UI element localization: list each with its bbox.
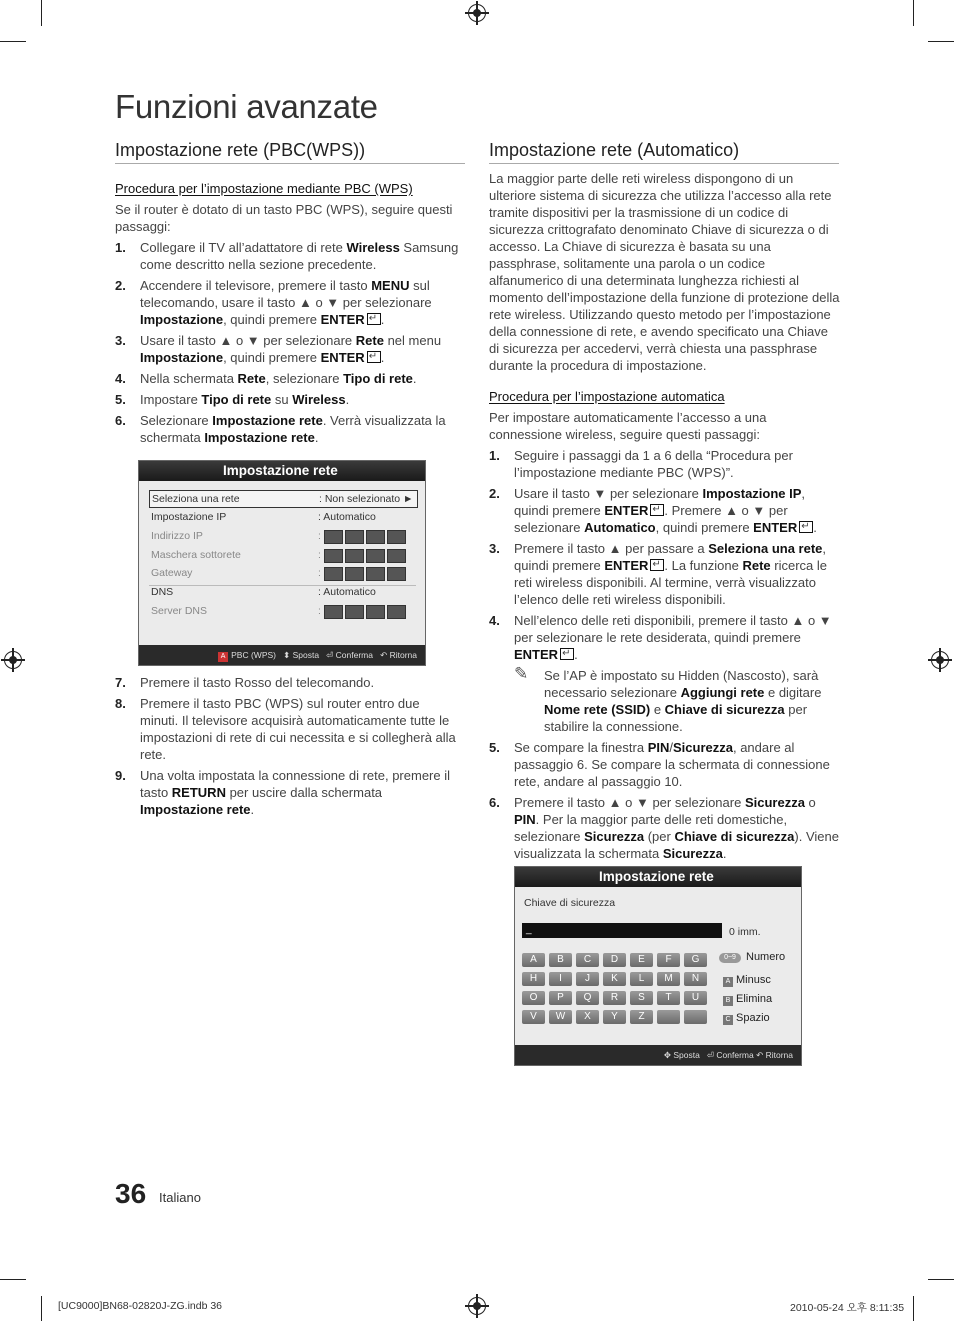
keyboard-key[interactable]: M bbox=[657, 972, 680, 986]
registration-mark-icon bbox=[4, 651, 22, 669]
keyboard-key[interactable]: Z bbox=[630, 1010, 653, 1024]
octet-field bbox=[324, 605, 343, 619]
step-text: Premere il tasto ▲ per passare a Seleziona una rete, quindi premere ENTER↵ . La funzione Rete ricerca le reti wireless disponibili. Al termine, verrà visualizzato l’elenco delle reti wireless disponibili. bbox=[514, 541, 827, 607]
step-text: Premere il tasto ▲ o ▼ per selezionare Sicurezza o PIN. Per la maggior parte delle reti domestiche, selezionare Sicurezza (per Chiave di sicurezza). Viene visualizzata la schermata Sicurezza. bbox=[514, 795, 839, 861]
keyboard-key[interactable]: C bbox=[576, 953, 599, 967]
octet-field bbox=[387, 530, 406, 544]
step-number: 4. bbox=[115, 371, 126, 386]
octet-field bbox=[387, 549, 406, 563]
note bbox=[514, 664, 841, 735]
crop-mark bbox=[928, 1279, 954, 1280]
input-cursor: _ bbox=[526, 924, 532, 935]
auto-intro-text: La maggior parte delle reti wireless dispongono di un ulteriore sistema di sicurezza che utilizza l’accesso alla rete tramite dispositivi per la trasmissione di un codice di sicurezza crittografato denominato Chiave di sicurezza o di accesso. La Chiave di sicurezza è basata su una passphrase, solitamente una parola o un codice alfanumerico di una determinata lunghezza richiesti al momento dell’impostazione della funzione di protezione della rete wireless. Utilizzando questo metodo per l’impostazione della connessione di rete, e avendo specificato una Chiave di sicurezza per accedervi, verrà chiesta una passphrase durante la procedura di impostazione. bbox=[489, 171, 840, 373]
color-key-icon: 0~9 bbox=[719, 953, 741, 963]
step-item bbox=[489, 612, 841, 663]
step-item bbox=[115, 391, 460, 408]
setting-row[interactable] bbox=[149, 509, 416, 525]
footer-move: Sposta bbox=[292, 650, 320, 660]
divider bbox=[149, 585, 416, 586]
legend-item bbox=[723, 1012, 770, 1025]
keyboard-key[interactable] bbox=[684, 1010, 707, 1024]
keyboard-key[interactable]: Y bbox=[603, 1010, 626, 1024]
setting-value: : bbox=[318, 549, 321, 561]
steps-list bbox=[489, 447, 841, 663]
steps-list bbox=[115, 239, 460, 446]
move-icon: ✥ bbox=[663, 1050, 671, 1060]
step-number: 3. bbox=[489, 541, 500, 556]
footer-move: Sposta bbox=[673, 1050, 700, 1060]
step-item bbox=[489, 794, 841, 862]
step-number: 2. bbox=[489, 486, 500, 501]
step-item bbox=[115, 239, 460, 273]
keyboard-key[interactable]: W bbox=[549, 1010, 572, 1024]
left-column-text-2 bbox=[115, 670, 460, 818]
setting-label: Impostazione IP bbox=[151, 511, 227, 523]
keyboard-key[interactable]: B bbox=[549, 953, 572, 967]
enter-icon: ⏎ bbox=[706, 1050, 715, 1060]
step-text: Nell’elenco delle reti disponibili, premere il tasto ▲ o ▼ per selezionare le rete desiderata, quindi premere ENTER↵ . bbox=[514, 613, 832, 662]
setting-label: Maschera sottorete bbox=[151, 549, 241, 561]
octet-field bbox=[324, 530, 343, 544]
step-text: Usare il tasto ▼ per selezionare Impostazione IP, quindi premere ENTER↵ . Premere ▲ o ▼ per selezionare Automatico, quindi premere ENTER↵ . bbox=[514, 486, 817, 535]
setting-value: : Automatico bbox=[318, 586, 376, 598]
step-number: 5. bbox=[489, 740, 500, 755]
keyboard-key[interactable]: K bbox=[603, 972, 626, 986]
section-heading-auto: Impostazione rete (Automatico) bbox=[489, 140, 740, 160]
crop-mark bbox=[41, 0, 42, 26]
return-icon: ↶ bbox=[756, 1050, 764, 1060]
legend-item bbox=[723, 993, 772, 1006]
setting-value: : bbox=[318, 605, 321, 617]
footer-back: Ritorna bbox=[765, 1050, 793, 1060]
color-key-icon: A bbox=[723, 977, 733, 987]
keyboard-key[interactable]: O bbox=[522, 991, 545, 1005]
keyboard-key[interactable]: H bbox=[522, 972, 545, 986]
footer-pbc: PBC (WPS) bbox=[231, 650, 277, 660]
footer-confirm: Conferma bbox=[335, 650, 373, 660]
keyboard-key[interactable]: A bbox=[522, 953, 545, 967]
crop-mark bbox=[913, 1296, 914, 1321]
setting-label: DNS bbox=[151, 586, 174, 598]
page-language: Italiano bbox=[159, 1190, 201, 1205]
octet-field bbox=[366, 530, 385, 544]
step-number: 6. bbox=[115, 413, 126, 428]
updown-icon: ⬍ bbox=[283, 650, 291, 660]
footer-confirm: Conferma bbox=[716, 1050, 754, 1060]
screen-title: Impostazione rete bbox=[139, 461, 425, 481]
enter-icon: ⏎ bbox=[326, 650, 334, 660]
octet-field bbox=[345, 605, 364, 619]
step-item bbox=[115, 370, 460, 387]
step-number: 2. bbox=[115, 278, 126, 293]
octet-field bbox=[366, 567, 385, 581]
crop-mark bbox=[41, 1296, 42, 1321]
keyboard-key[interactable]: X bbox=[576, 1010, 599, 1024]
keyboard-key[interactable]: P bbox=[549, 991, 572, 1005]
setting-label: Gateway bbox=[151, 567, 193, 579]
keyboard-key[interactable]: N bbox=[684, 972, 707, 986]
step-text: Accendere il televisore, premere il tasto MENU sul telecomando, usare il tasto ▲ o ▼ per selezionare Impostazione, quindi premere ENTER↵ . bbox=[140, 278, 432, 327]
step-number: 1. bbox=[489, 448, 500, 463]
registration-mark-icon bbox=[468, 1297, 486, 1315]
right-column-text bbox=[489, 170, 841, 862]
legend-item bbox=[719, 951, 785, 963]
setting-row bbox=[149, 528, 416, 544]
step-number: 7. bbox=[115, 675, 126, 690]
octet-field bbox=[387, 567, 406, 581]
step-item bbox=[489, 739, 841, 790]
step-text: Impostare Tipo di rete su Wireless. bbox=[140, 392, 350, 407]
keyboard-key[interactable]: S bbox=[630, 991, 653, 1005]
steps-list-2 bbox=[115, 674, 460, 818]
setting-label: Indirizzo IP bbox=[151, 530, 203, 542]
crop-mark bbox=[0, 1279, 26, 1280]
setting-row bbox=[149, 547, 416, 563]
octet-field bbox=[345, 549, 364, 563]
step-number: 9. bbox=[115, 768, 126, 783]
setting-value: : Non selezionato ► bbox=[319, 493, 414, 505]
step-text: Usare il tasto ▲ o ▼ per selezionare Rete nel menu Impostazione, quindi premere ENTER↵ . bbox=[140, 333, 441, 365]
color-key-icon: B bbox=[723, 996, 733, 1006]
octet-field bbox=[324, 567, 343, 581]
setting-label: Seleziona una rete bbox=[152, 493, 240, 505]
keyboard-key[interactable]: D bbox=[603, 953, 626, 967]
screen-footer bbox=[139, 645, 425, 665]
step-item bbox=[489, 447, 841, 481]
setting-value: : Automatico bbox=[318, 511, 376, 523]
keyboard-key[interactable]: G bbox=[684, 953, 707, 967]
note-text: Se l’AP è impostato su Hidden (Nascosto), sarà necessario selezionare Aggiungi rete e digitare Nome rete (SSID) e Chiave di sicurezza per stabilire la connessione. bbox=[544, 668, 822, 734]
step-number: 6. bbox=[489, 795, 500, 810]
step-text: Se compare la finestra PIN/Sicurezza, andare al passaggio 6. Se compare la schermata di connessione rete, andare al passaggio 10. bbox=[514, 740, 830, 789]
keyboard-key[interactable]: L bbox=[630, 972, 653, 986]
step-text: Nella schermata Rete, selezionare Tipo di rete. bbox=[140, 371, 417, 386]
page-title: Funzioni avanzate bbox=[115, 88, 378, 125]
keyboard-key[interactable] bbox=[657, 1010, 680, 1024]
step-number: 5. bbox=[115, 392, 126, 407]
subheading-pbc: Procedura per l’impostazione mediante PBC (WPS) bbox=[115, 181, 413, 196]
step-text: Selezionare Impostazione rete. Verrà visualizzata la schermata Impostazione rete. bbox=[140, 413, 446, 445]
steps-list-2 bbox=[489, 739, 841, 862]
crop-mark bbox=[0, 41, 26, 42]
return-icon: ↶ bbox=[380, 650, 388, 660]
crop-mark bbox=[913, 0, 914, 26]
step-item bbox=[115, 412, 460, 446]
setting-row bbox=[149, 565, 416, 581]
step-text: Premere il tasto Rosso del telecomando. bbox=[140, 675, 375, 690]
keyboard-key[interactable]: V bbox=[522, 1010, 545, 1024]
heading-rule bbox=[489, 163, 839, 164]
octet-field bbox=[387, 605, 406, 619]
setting-row[interactable] bbox=[149, 490, 418, 508]
auto-intro-2: Per impostare automaticamente l’accesso a una connessione wireless, seguire questi passaggi: bbox=[489, 410, 767, 442]
step-text: Collegare il TV all’adattatore di rete Wireless Samsung come descritto nella sezione precedente. bbox=[140, 240, 459, 272]
legend-label: Numero bbox=[746, 951, 786, 963]
ip-octet-fields bbox=[324, 605, 408, 624]
step-text: Seguire i passaggi da 1 a 6 della “Procedura per l’impostazione mediante PBC (WPS)”. bbox=[514, 448, 793, 480]
setting-row bbox=[149, 603, 416, 619]
note-pencil-icon: ✎ bbox=[514, 664, 529, 683]
step-item bbox=[115, 277, 460, 328]
setting-label: Server DNS bbox=[151, 605, 208, 617]
screen-footer bbox=[515, 1045, 801, 1065]
octet-field bbox=[366, 605, 385, 619]
setting-value: : bbox=[318, 530, 321, 542]
octet-field bbox=[345, 530, 364, 544]
setting-row[interactable] bbox=[149, 584, 416, 600]
step-number: 4. bbox=[489, 613, 500, 628]
step-text: Premere il tasto PBC (WPS) sul router entro due minuti. Il televisore acquisirà automaticamente tutte le impostazioni di rete di cui necessita e si collegherà alla rete. bbox=[140, 696, 456, 762]
step-item bbox=[489, 540, 841, 608]
keyboard-key[interactable]: Q bbox=[576, 991, 599, 1005]
subheading-auto: Procedura per l’impostazione automatica bbox=[489, 389, 725, 404]
char-count: 0 imm. bbox=[729, 926, 761, 938]
left-column-text bbox=[115, 201, 460, 446]
keyboard-key[interactable]: T bbox=[657, 991, 680, 1005]
legend-item bbox=[723, 974, 771, 987]
file-info: [UC9000]BN68-02820J-ZG.indb 36 bbox=[58, 1300, 223, 1312]
octet-field bbox=[366, 549, 385, 563]
keyboard-key[interactable]: R bbox=[603, 991, 626, 1005]
keyboard-key[interactable]: I bbox=[549, 972, 572, 986]
page-number: 36 bbox=[115, 1178, 147, 1209]
step-item bbox=[115, 674, 460, 691]
step-number: 3. bbox=[115, 333, 126, 348]
heading-rule bbox=[115, 163, 465, 164]
network-setup-screen bbox=[138, 460, 426, 666]
print-timestamp: 2010-05-24 오후 8:11:35 bbox=[790, 1302, 905, 1314]
step-item bbox=[115, 332, 460, 366]
keyboard-key[interactable]: F bbox=[657, 953, 680, 967]
legend-label: Minusc bbox=[736, 974, 771, 986]
step-number: 1. bbox=[115, 240, 126, 255]
color-key-icon: C bbox=[723, 1015, 733, 1025]
intro-text: Se il router è dotato di un tasto PBC (WPS), seguire questi passaggi: bbox=[115, 202, 453, 234]
step-text: Una volta impostata la connessione di rete, premere il tasto RETURN per uscire dalla schermata Impostazione rete. bbox=[140, 768, 450, 817]
keyboard-key[interactable]: J bbox=[576, 972, 599, 986]
red-a-icon: A bbox=[218, 652, 228, 662]
keyboard-key[interactable]: E bbox=[630, 953, 653, 967]
step-number: 8. bbox=[115, 696, 126, 711]
footer-back: Ritorna bbox=[389, 650, 417, 660]
registration-mark-icon bbox=[931, 651, 949, 669]
setting-value: : bbox=[318, 567, 321, 579]
security-key-input[interactable] bbox=[522, 923, 722, 938]
step-item bbox=[115, 695, 460, 763]
registration-mark-icon bbox=[468, 4, 486, 22]
keyboard-key[interactable]: U bbox=[684, 991, 707, 1005]
screen-title: Impostazione rete bbox=[515, 867, 801, 887]
section-heading-pbc: Impostazione rete (PBC(WPS)) bbox=[115, 140, 366, 160]
step-item bbox=[489, 485, 841, 536]
octet-field bbox=[345, 567, 364, 581]
octet-field bbox=[324, 549, 343, 563]
legend-label: Spazio bbox=[736, 1012, 770, 1024]
crop-mark bbox=[928, 41, 954, 42]
legend-label: Elimina bbox=[736, 993, 773, 1005]
security-key-label: Chiave di sicurezza bbox=[524, 897, 616, 909]
step-item bbox=[115, 767, 460, 818]
security-key-screen bbox=[514, 866, 802, 1066]
